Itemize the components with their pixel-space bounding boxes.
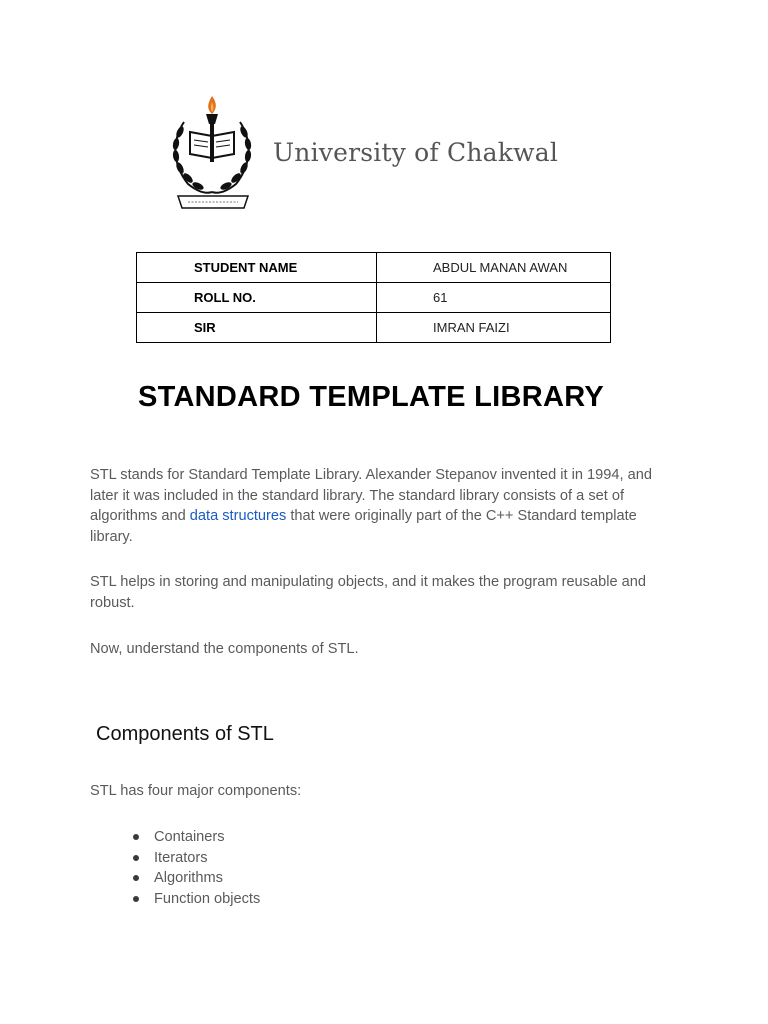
component-algorithms: Algorithms bbox=[154, 870, 223, 887]
list-item bbox=[132, 868, 260, 889]
roll-no-value: 61 bbox=[377, 283, 611, 313]
paragraph-stl-benefits: STL helps in storing and manipulating objects, and it makes the program reusable and robust. bbox=[90, 574, 646, 611]
document-title: STANDARD TEMPLATE LIBRARY bbox=[137, 381, 605, 413]
section-heading: Components of STL bbox=[96, 723, 274, 745]
university-name: University of Chakwal bbox=[273, 138, 559, 167]
bullet-icon bbox=[133, 855, 139, 861]
list-item bbox=[132, 889, 260, 910]
bullet-icon bbox=[133, 896, 139, 902]
student-name-value: ABDUL MANAN AWAN bbox=[377, 253, 611, 283]
bullet-icon bbox=[133, 875, 139, 881]
paragraph-components-lead: Now, understand the components of STL. bbox=[90, 641, 359, 657]
data-structures-link[interactable]: data structures bbox=[189, 508, 287, 524]
list-item bbox=[132, 827, 260, 848]
university-header bbox=[168, 92, 568, 214]
sir-label: SIR bbox=[137, 313, 377, 343]
intro-paragraph bbox=[90, 465, 680, 547]
table-row bbox=[137, 253, 611, 283]
university-crest-icon bbox=[168, 92, 258, 214]
component-iterators: Iterators bbox=[154, 849, 208, 866]
component-function-objects: Function objects bbox=[154, 891, 261, 908]
student-name-label: STUDENT NAME bbox=[137, 253, 377, 283]
intro-text-end: that were originally part of the C++ Standard template library. bbox=[90, 508, 637, 545]
sir-value: IMRAN FAIZI bbox=[377, 313, 611, 343]
table-row bbox=[137, 283, 611, 313]
list-item bbox=[132, 848, 260, 869]
roll-no-label: ROLL NO. bbox=[137, 283, 377, 313]
components-list bbox=[132, 827, 260, 910]
table-row bbox=[137, 313, 611, 343]
student-info-table bbox=[136, 252, 611, 343]
bullet-icon bbox=[133, 834, 139, 840]
component-containers: Containers bbox=[154, 829, 225, 845]
section-intro: STL has four major components: bbox=[90, 783, 302, 799]
intro-text-start: STL stands for Standard Template Library. Alexander Stepanov invented it in 1994, and later it was included in the standard library. The standard library consists of a set of algorithms and bbox=[90, 467, 652, 524]
